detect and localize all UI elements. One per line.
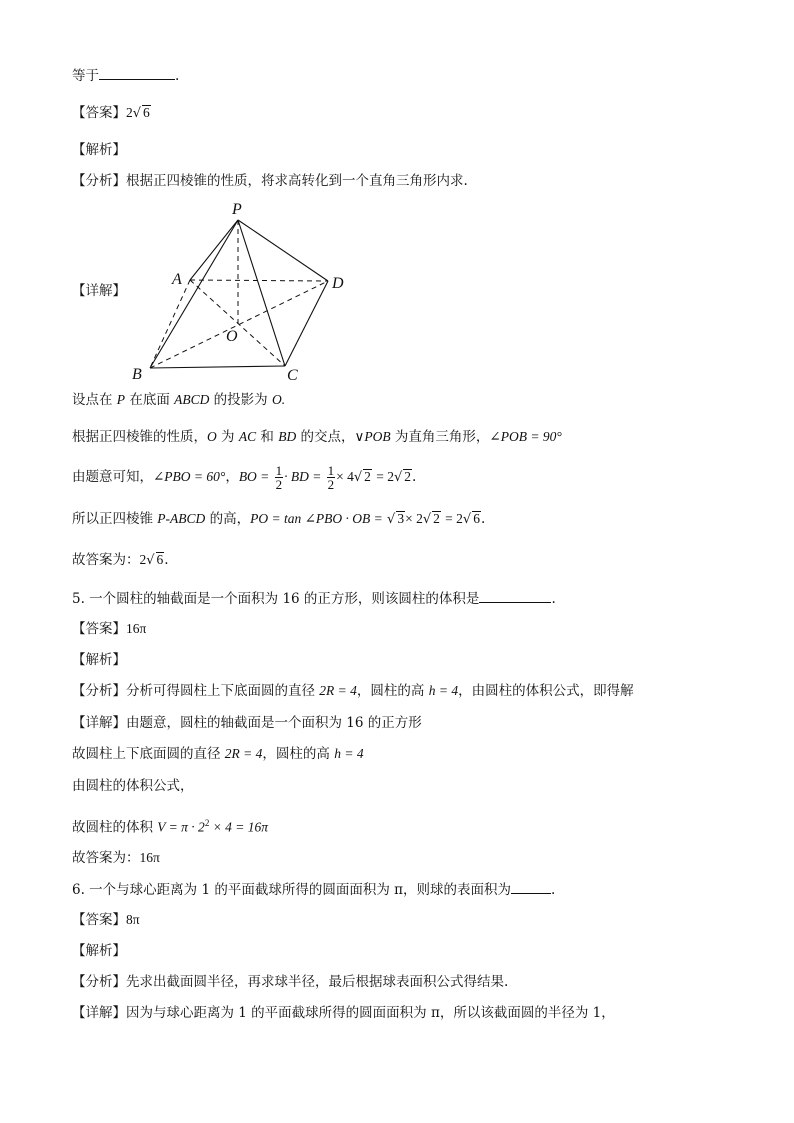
line-text: . — [480, 511, 486, 527]
math: ABCD — [174, 392, 210, 407]
edge-ab — [150, 280, 190, 368]
analysis-line — [72, 973, 508, 991]
radical-sign: √ — [132, 106, 142, 121]
math: h = 4 — [428, 683, 459, 698]
math: 2 — [364, 469, 371, 484]
question-5 — [72, 589, 556, 608]
line-text: 因为与球心距离为 1 的平面截球所得的圆面面积为 π，所以该截面圆的半径为 1， — [126, 1005, 615, 1021]
analysis-label: 【分析】 — [72, 173, 126, 189]
math: PO = tan ∠PBO · OB = — [250, 511, 383, 526]
label-o: O — [226, 328, 238, 345]
math: 3 — [397, 511, 405, 526]
label-p: P — [232, 201, 242, 218]
label-d: D — [332, 275, 344, 292]
math: 6 — [473, 511, 480, 526]
label-b: B — [132, 366, 142, 383]
text-line — [72, 510, 485, 529]
line-text: . — [551, 882, 556, 898]
label-c: C — [287, 367, 298, 384]
radical-sign: √ — [146, 553, 155, 568]
text-line: 由圆柱的体积公式， — [72, 778, 194, 794]
radical-sign: √ — [393, 470, 403, 485]
math: 2R = 4 — [319, 683, 357, 698]
analysis-line — [72, 172, 468, 190]
edge-ad — [190, 280, 328, 281]
math: 1 — [275, 463, 283, 478]
edge-pc — [238, 220, 285, 366]
analysis-heading: 【解析】 — [72, 142, 126, 158]
edge-pb — [150, 220, 238, 368]
edge-cd — [285, 281, 328, 366]
detail-label: 【详解】 — [72, 715, 126, 731]
radical-sign: √ — [387, 512, 396, 527]
text-line — [72, 462, 416, 493]
math: P — [116, 392, 126, 407]
math: 2 — [404, 469, 412, 484]
math: × 2 — [405, 511, 423, 526]
detail-label: 【详解】 — [72, 283, 126, 299]
answer-line — [72, 911, 140, 929]
math: 6 — [156, 552, 164, 567]
math: = 2 — [445, 511, 463, 526]
math: 2 — [139, 552, 147, 567]
answer-label: 【答案】 — [72, 105, 126, 121]
text-line — [72, 391, 285, 409]
fraction-half — [327, 464, 336, 491]
line-text: 故答案为： — [72, 850, 140, 866]
text-line — [72, 551, 169, 570]
line-text: 的投影为 — [209, 392, 272, 408]
line-text: ，圆柱的高 — [262, 746, 335, 762]
math: P-ABCD — [157, 511, 206, 526]
math: V = π · 2 — [157, 819, 205, 835]
edge-bc — [150, 366, 285, 368]
math: 16π — [126, 621, 147, 636]
math: 2 — [433, 511, 440, 526]
text-line — [72, 66, 179, 85]
math: 2 — [275, 477, 283, 492]
line-text: 故圆柱的体积 — [72, 819, 158, 836]
line-text: 故答案为： — [72, 552, 140, 568]
math: 8π — [126, 912, 140, 927]
line-text: . — [164, 552, 169, 568]
math: O. — [271, 392, 286, 407]
math: 2 — [327, 477, 335, 492]
math: BD — [278, 429, 297, 444]
line-text: ，由圆柱的体积公式，即得解 — [458, 683, 634, 699]
radical-sign: √ — [353, 470, 363, 485]
line-text: 根据正四棱锥的性质， — [72, 429, 207, 445]
line-text: 分析可得圆柱上下底面圆的直径 — [126, 683, 320, 699]
line-text: 由题意可知， — [72, 469, 153, 485]
answer-blank — [511, 880, 551, 894]
math: 2 — [204, 818, 210, 828]
analysis-text: 根据正四棱锥的性质，将求高转化到一个直角三角形内求. — [126, 173, 468, 189]
radical-sign: √ — [462, 512, 472, 527]
text-line — [72, 814, 268, 837]
question-text: 5. 一个圆柱的轴截面是一个面积为 16 的正方形，则该圆柱的体积是 — [72, 591, 480, 607]
analysis-label: 【分析】 — [72, 974, 126, 990]
detail-line — [72, 714, 422, 732]
analysis-line — [72, 682, 634, 700]
radical-sign: √ — [422, 512, 432, 527]
text-line — [72, 745, 364, 763]
line-text: 和 — [256, 429, 279, 445]
answer-line — [72, 620, 146, 638]
line-text: 由题意，圆柱的轴截面是一个面积为 16 的正方形 — [126, 715, 422, 731]
question-text: 6. 一个与球心距离为 1 的平面截球所得的圆面面积为 π，则球的表面积为 — [72, 882, 512, 898]
math: AC — [238, 429, 257, 444]
line-text: 设点在 — [72, 392, 117, 408]
math: ∠POB = 90° — [489, 429, 562, 444]
answer-label: 【答案】 — [72, 621, 126, 637]
text-line — [72, 849, 160, 867]
detail-line — [72, 1004, 615, 1022]
math: = 2 — [376, 469, 394, 484]
fraction-half — [275, 464, 284, 491]
line-text: 的交点， — [296, 429, 355, 445]
line-text: ，圆柱的高 — [356, 683, 429, 699]
edge-pd — [238, 220, 328, 281]
math: ∨POB — [354, 429, 391, 444]
math: × 4 = 16π — [209, 819, 269, 835]
math: 6 — [143, 105, 150, 120]
line-text: 在底面 — [125, 392, 175, 408]
line-text: 为 — [216, 429, 239, 445]
math: · BD = — [284, 469, 322, 484]
analysis-heading: 【解析】 — [72, 943, 126, 959]
analysis-heading: 【解析】 — [72, 652, 126, 668]
answer-blank — [99, 66, 175, 80]
pyramid-figure — [132, 194, 350, 388]
math: ∠PBO = 60° — [153, 469, 226, 484]
label-a: A — [172, 271, 182, 288]
math: 16π — [139, 850, 160, 865]
math: h = 4 — [334, 746, 364, 761]
line-text: 为直角三角形， — [390, 429, 490, 445]
line-text: 等于 — [72, 68, 99, 84]
math: 2R = 4 — [224, 746, 263, 761]
line-text: 的高， — [205, 511, 251, 527]
text-line — [72, 428, 562, 446]
answer-blank — [479, 589, 551, 603]
math: 2 — [126, 105, 133, 120]
line-text: . — [175, 68, 180, 84]
edge-pa — [190, 220, 238, 280]
line-text: 先求出截面圆半径，再求球半径，最后根据球表面积公式得结果. — [126, 974, 509, 990]
line-text: . — [412, 469, 417, 485]
answer-label: 【答案】 — [72, 912, 126, 928]
analysis-label: 【分析】 — [72, 683, 126, 699]
line-text: 故圆柱上下底面圆的直径 — [72, 746, 225, 762]
detail-label: 【详解】 — [72, 1005, 126, 1021]
math: × 4 — [336, 469, 354, 484]
line-text: 所以正四棱锥 — [72, 511, 158, 527]
math: O — [207, 429, 217, 444]
math: 1 — [327, 463, 335, 478]
diag-bd — [150, 281, 328, 368]
line-text: . — [551, 591, 556, 607]
question-6 — [72, 880, 555, 899]
line-text: ， — [225, 469, 239, 485]
math: BO = — [238, 469, 270, 484]
answer-line — [72, 104, 151, 123]
